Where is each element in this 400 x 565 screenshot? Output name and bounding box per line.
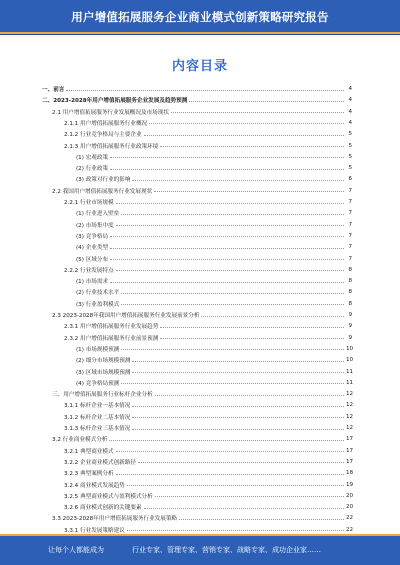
toc-entry[interactable] — [64, 469, 352, 477]
toc-entry-title: 3.1.2 标杆企业二基本情况 — [64, 414, 131, 421]
toc-entry[interactable] — [76, 175, 352, 183]
toc-leader-dots — [66, 86, 344, 91]
toc-entry-page: 22 — [346, 526, 354, 533]
toc-entry-page: 11 — [346, 368, 354, 375]
toc-leader-dots — [189, 97, 344, 102]
toc-leader-dots — [110, 232, 344, 237]
toc-entry-page: 7 — [348, 244, 352, 251]
toc-entry-page: 10 — [346, 345, 354, 352]
toc-entry[interactable] — [64, 503, 352, 511]
toc-entry-page: 7 — [348, 255, 352, 262]
toc-entry-title: (1) 市场需求 — [76, 279, 109, 286]
toc-entry[interactable] — [76, 232, 352, 240]
toc-entry-title: (5) 区域分布 — [76, 256, 109, 263]
toc-entry-page: 7 — [348, 187, 352, 194]
toc-leader-dots — [110, 165, 344, 170]
toc-leader-dots — [138, 458, 344, 463]
toc-entry-title: 3.2.3 典型案例分析 — [64, 471, 114, 478]
toc-entry-page: 5 — [348, 131, 352, 138]
toc-entry[interactable] — [64, 266, 352, 274]
toc-heading: 内容目录 — [171, 59, 228, 74]
toc-leader-dots — [132, 413, 344, 418]
toc-entry-page: 8 — [348, 278, 352, 285]
toc-entry-title: (4) 企业类型 — [76, 245, 109, 252]
toc-entry[interactable] — [52, 187, 352, 195]
toc-entry[interactable] — [64, 334, 352, 342]
toc-entry-page: 20 — [346, 504, 354, 511]
toc-leader-dots — [155, 391, 344, 396]
toc-entry[interactable] — [52, 514, 352, 522]
toc-leader-dots — [132, 176, 344, 181]
toc-entry-page: 9 — [348, 312, 352, 318]
toc-entry[interactable] — [76, 379, 352, 387]
toc-entry[interactable] — [42, 85, 352, 93]
toc-entry-title: (2) 细分市场规模预测 — [76, 358, 131, 365]
toc-leader-dots — [132, 402, 344, 407]
toc-leader-dots — [121, 379, 344, 384]
toc-entry[interactable] — [64, 130, 352, 138]
toc-entry[interactable] — [64, 458, 352, 466]
toc-entry-page: 12 — [346, 425, 354, 431]
toc-leader-dots — [116, 199, 344, 204]
toc-entry-page: 10 — [346, 357, 354, 364]
toc-entry[interactable] — [64, 413, 352, 421]
toc-entry-title: (3) 竞争格局 — [76, 233, 109, 240]
toc-entry[interactable] — [76, 300, 352, 308]
toc-entry-page: 17 — [346, 458, 354, 465]
toc-entry-page: 19 — [346, 481, 354, 488]
toc-entry[interactable] — [76, 209, 352, 217]
toc-leader-dots — [144, 131, 344, 136]
toc-leader-dots — [127, 526, 344, 531]
toc-entry-title: 2.1.2 行业竞争格局与主要企业 — [64, 132, 142, 139]
toc-leader-dots — [110, 255, 344, 260]
header-accent-stripe — [0, 32, 400, 34]
toc-entry[interactable] — [76, 243, 352, 251]
toc-entry-title: 3.3.1 行业发展策略建议 — [64, 527, 125, 534]
toc-leader-dots — [160, 323, 344, 328]
toc-entry-page: 12 — [346, 402, 354, 409]
toc-entry-title: 2.2.1 行业市场规模 — [64, 200, 114, 206]
toc-entry-page: 7 — [348, 210, 352, 217]
toc-leader-dots — [171, 108, 344, 113]
toc-entry-page: 8 — [348, 266, 352, 273]
toc-entry-page: 7 — [348, 221, 352, 228]
toc-entry-page: 4 — [348, 97, 352, 104]
toc-entry-page: 8 — [348, 289, 352, 296]
toc-entry[interactable] — [52, 390, 352, 398]
toc-entry-title: (3) 政策对行业的影响 — [76, 177, 131, 184]
toc-leader-dots — [116, 470, 344, 475]
toc-leader-dots — [201, 312, 344, 317]
toc-leader-dots — [110, 244, 344, 249]
toc-entry-title: (2) 市场集中度 — [76, 222, 114, 229]
toc-entry[interactable] — [76, 164, 352, 172]
toc-leader-dots — [116, 221, 344, 226]
toc-entry[interactable] — [76, 153, 352, 161]
toc-entry-title: 2.1.3 用户增值拓展服务行业政策环境 — [64, 143, 159, 150]
toc-entry-title: 3.1.1 标杆企业一基本情况 — [64, 403, 131, 410]
toc-leader-dots — [110, 153, 344, 158]
toc-leader-dots — [132, 357, 344, 362]
toc-entry[interactable] — [64, 492, 352, 500]
toc-leader-dots — [121, 210, 344, 215]
toc-entry-page: 7 — [348, 232, 352, 239]
toc-entry-title: (2) 行业政策 — [76, 166, 109, 173]
toc-leader-dots — [132, 425, 344, 430]
toc-entry-title: (1) 行业进入壁垒 — [76, 211, 120, 218]
table-of-contents — [42, 85, 352, 550]
toc-leader-dots — [116, 266, 344, 271]
toc-entry-title: 2.3.2 用户增值拓展服务行业前景预测 — [64, 335, 159, 342]
toc-entry[interactable] — [64, 447, 352, 455]
toc-entry-title: (1) 宏观政策 — [76, 154, 109, 161]
toc-leader-dots — [179, 515, 344, 520]
report-title: 用户增值拓展服务企业商业模式创新策略研究报告 — [71, 10, 329, 24]
toc-entry[interactable] — [52, 108, 352, 116]
toc-entry-title: 3.1.3 标杆企业三基本情况 — [64, 426, 131, 432]
toc-entry-page: 9 — [348, 323, 352, 330]
toc-entry[interactable] — [64, 401, 352, 409]
toc-entry[interactable] — [64, 322, 352, 330]
toc-entry[interactable] — [76, 221, 352, 229]
toc-entry-title: 三、用户增值拓展服务行业标杆企业分析 — [52, 392, 153, 399]
toc-entry[interactable] — [64, 119, 352, 127]
toc-entry-title: (1) 市场规模预测 — [76, 346, 120, 353]
toc-leader-dots — [154, 187, 344, 192]
toc-entry-page: 17 — [346, 436, 354, 443]
toc-entry-page: 5 — [348, 165, 352, 172]
toc-entry[interactable] — [64, 198, 352, 206]
toc-entry-title: 3.2.2 企业商业模式创新路径 — [64, 459, 136, 466]
toc-entry-title: 3.3 2023-2028年用户增值拓展服务行业发展策略 — [52, 516, 178, 523]
toc-entry-page: 4 — [348, 86, 352, 92]
toc-leader-dots — [127, 481, 344, 486]
toc-entry-title: 3.2.1 典型商业模式 — [64, 448, 114, 455]
toc-entry-page: 11 — [346, 379, 354, 386]
toc-entry-title: (3) 区域市场规模预测 — [76, 369, 131, 376]
toc-entry[interactable] — [76, 368, 352, 376]
toc-leader-dots — [121, 289, 344, 294]
toc-leader-dots — [109, 436, 344, 441]
toc-entry[interactable] — [64, 424, 352, 432]
toc-entry-page: 17 — [346, 447, 354, 454]
toc-entry-title: 3.2.5 典型商业模式与盈利模式分析 — [64, 493, 153, 500]
toc-entry-page: 6 — [348, 176, 352, 183]
footer-roles: 行业专家、管理专家、营销专家、战略专家、成功企业家…… — [132, 546, 321, 554]
toc-entry-title: 2.3.1 用户增值拓展服务行业发展趋势 — [64, 324, 159, 331]
toc-entry[interactable] — [76, 356, 352, 364]
toc-entry[interactable] — [64, 142, 352, 150]
toc-leader-dots — [110, 278, 344, 283]
toc-leader-dots — [144, 504, 344, 509]
toc-entry-page: 4 — [348, 119, 352, 126]
toc-entry-page: 9 — [348, 334, 352, 341]
toc-entry-page: 4 — [348, 108, 352, 115]
toc-entry[interactable] — [52, 311, 352, 319]
toc-entry-title: (2) 行业技术水平 — [76, 290, 120, 297]
toc-leader-dots — [160, 334, 344, 339]
toc-entry-page: 12 — [346, 413, 354, 420]
toc-entry-page: 7 — [348, 199, 352, 205]
toc-entry[interactable] — [76, 288, 352, 296]
footer-slogan: 让每个人都能成为 — [48, 546, 104, 554]
toc-entry[interactable] — [52, 435, 352, 443]
toc-leader-dots — [160, 142, 344, 147]
toc-leader-dots — [132, 368, 344, 373]
toc-entry-page: 18 — [346, 470, 354, 477]
toc-entry-title: 2.3 2023-2028年我国用户增值拓展服务行业发展前景分析 — [52, 313, 200, 319]
toc-leader-dots — [116, 447, 344, 452]
toc-entry[interactable] — [64, 481, 352, 489]
toc-entry-title: 2.1.1 用户增值拓展服务行业概况 — [64, 120, 148, 127]
toc-leader-dots — [149, 119, 344, 124]
toc-entry[interactable] — [76, 277, 352, 285]
toc-entry-title: 3.2.6 商业模式创新的关键要素 — [64, 505, 142, 512]
toc-entry-page: 20 — [346, 492, 354, 499]
toc-entry-page: 5 — [348, 153, 352, 160]
toc-entry-title: 2.1 用户增值拓展服务行业发展概况及市场现状 — [52, 109, 169, 116]
toc-entry[interactable] — [76, 255, 352, 263]
toc-entry-title: 一、前言 — [42, 87, 65, 93]
toc-entry-page: 8 — [348, 300, 352, 307]
toc-entry-title: 3.2.4 商业模式发展趋势 — [64, 482, 125, 489]
toc-entry[interactable] — [42, 96, 352, 104]
toc-leader-dots — [121, 300, 344, 305]
toc-leader-dots — [155, 492, 344, 497]
toc-entry-page: 12 — [346, 391, 354, 398]
toc-entry-title: (3) 行业盈利模式 — [76, 301, 120, 308]
toc-entry-page: 22 — [346, 515, 354, 522]
toc-entry-title: 2.2 我国用户增值拓展服务行业发展现状 — [52, 188, 153, 195]
toc-entry[interactable] — [76, 345, 352, 353]
toc-leader-dots — [121, 345, 344, 350]
toc-entry-page: 5 — [348, 142, 352, 149]
toc-entry-title: 2.2.2 行业发展特点 — [64, 267, 114, 274]
toc-entry-title: 二、2023-2028年用户增值拓展服务企业发展及趋势预测 — [42, 98, 188, 105]
toc-entry[interactable] — [64, 526, 352, 534]
toc-entry-title: (4) 竞争格局预测 — [76, 380, 120, 387]
toc-entry-title: 3.2 行业商业模式分析 — [52, 437, 108, 444]
